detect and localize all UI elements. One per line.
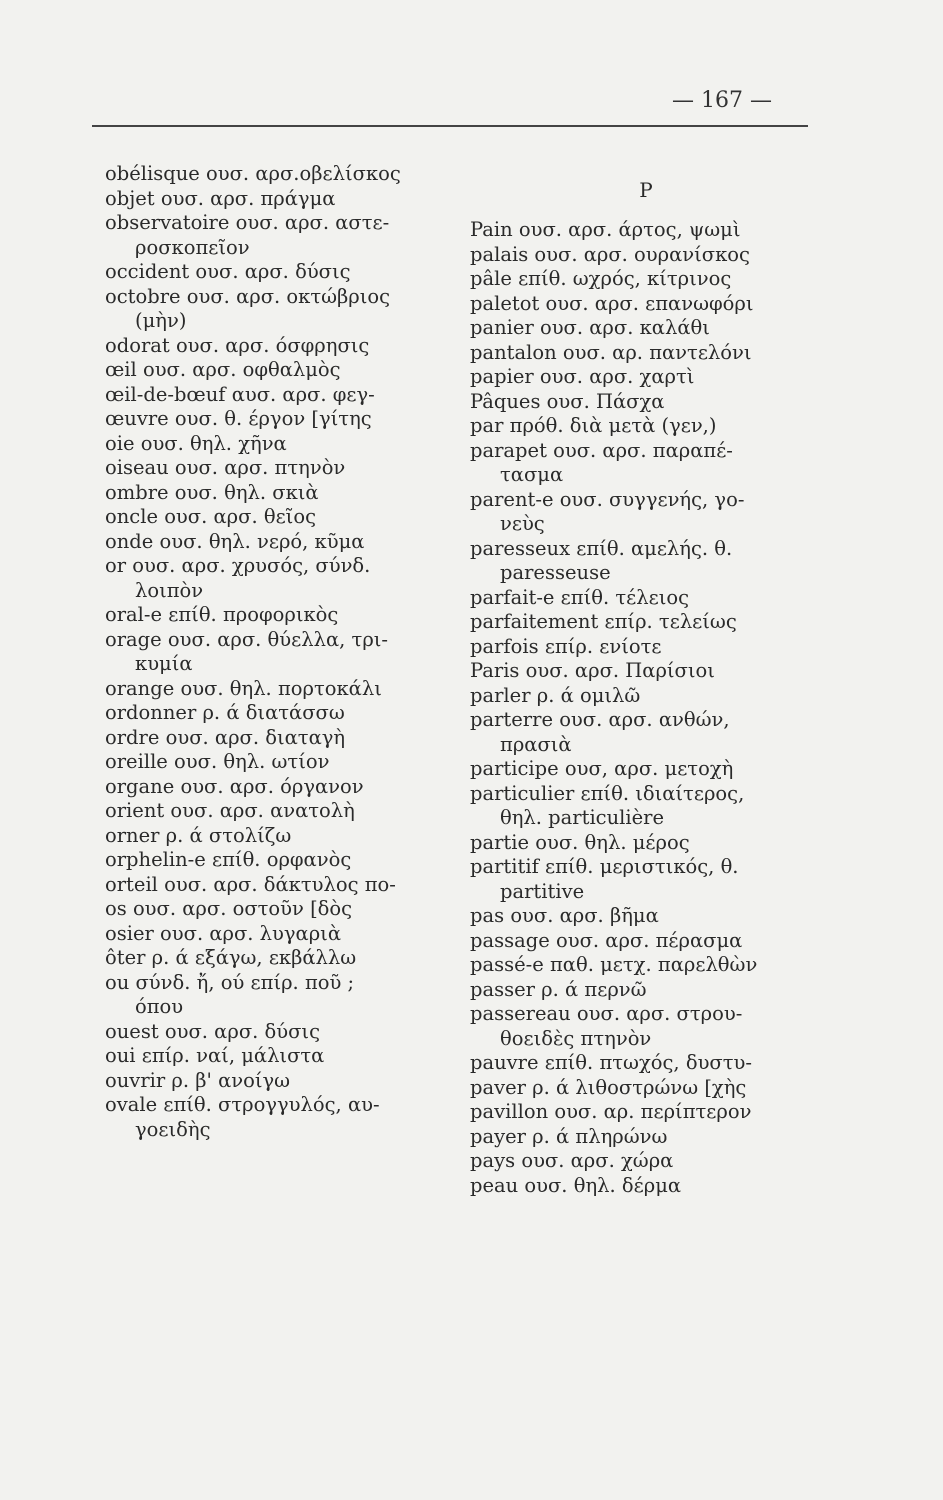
dictionary-entry: œil ουσ. αρσ. οφθαλμὸς [105, 358, 341, 381]
entry-continuation: κυμία [135, 652, 193, 675]
left-column [105, 162, 450, 1142]
dictionary-entry: oie ουσ. θηλ. χῆνα [105, 431, 287, 455]
entry-continuation: τασμα [500, 463, 564, 486]
dictionary-entry: ordre ουσ. αρσ. διαταγὴ [105, 725, 346, 749]
dictionary-entry: oreille ουσ. θηλ. ωτίον [105, 750, 330, 773]
dictionary-entry: paresseux επίθ. αμελής. θ. [470, 536, 733, 560]
dictionary-entry: Pain ουσ. αρσ. άρτος, ψωμὶ [470, 218, 741, 241]
dictionary-entry: ouest ουσ. αρσ. δύσις [105, 1019, 320, 1043]
dictionary-entry: ovale επίθ. στρογγυλός, αυ- [105, 1093, 380, 1116]
dictionary-entry: partie ουσ. θηλ. μέρος [470, 830, 690, 854]
dictionary-entry: pas ουσ. αρσ. βῆμα [470, 904, 659, 927]
entry-continuation: (μὴν) [135, 309, 187, 332]
dictionary-entry: ou σύνδ. ἤ, ού επίρ. ποῦ ; [105, 970, 355, 994]
dictionary-entry: parfaitement επίρ. τελείως [470, 610, 737, 633]
dictionary-entry: Pâques ουσ. Πάσχα [470, 389, 665, 413]
dictionary-entry: organe ουσ. αρσ. όργανον [105, 774, 364, 798]
dictionary-entry: papier ουσ. αρσ. χαρτὶ [470, 365, 695, 388]
entry-continuation: γοειδὴς [135, 1117, 211, 1141]
dictionary-entry: orient ουσ. αρσ. ανατολὴ [105, 799, 355, 822]
dictionary-entry: objet ουσ. αρσ. πράγμα [105, 186, 336, 210]
dictionary-entry: passereau ουσ. αρσ. στρου- [470, 1002, 743, 1025]
dictionary-entry: payer ρ. ά πληρώνω [470, 1124, 668, 1148]
dictionary-entry: or ουσ. αρσ. χρυσός, σύνδ. [105, 554, 371, 577]
dictionary-entry: oral-e επίθ. προφορικὸς [105, 603, 339, 626]
dictionary-entry: orphelin-e επίθ. ορφανὸς [105, 848, 352, 871]
dictionary-entry: parfois επίρ. ενίοτε [470, 634, 662, 658]
dictionary-entry: pantalon ουσ. αρ. παντελόνι [470, 340, 752, 364]
dictionary-entry: parterre ουσ. αρσ. ανθών, [470, 708, 730, 731]
entry-continuation: νεὺς [500, 512, 545, 535]
entry-continuation: πρασιὰ [500, 732, 572, 756]
dictionary-entry: Paris ουσ. αρσ. Παρίσιοι [470, 659, 715, 682]
dictionary-entry: partitif επίθ. μεριστικός, θ. [470, 855, 739, 878]
dictionary-entry: onde ουσ. θηλ. νερό, κῦμα [105, 529, 365, 553]
dictionary-entry: pavillon ουσ. αρ. περίπτερον [470, 1100, 752, 1123]
dictionary-entry: occident ουσ. αρσ. δύσις [105, 260, 351, 283]
dictionary-entry: obélisque ουσ. αρσ.οβελίσκος [105, 162, 401, 185]
entry-continuation: partitive [500, 879, 585, 903]
entry-continuation: ροσκοπεῖον [135, 235, 250, 259]
dictionary-entry: ôter ρ. ά εξάγω, εκβάλλω [105, 946, 357, 969]
dictionary-entry: oui επίρ. ναί, μάλιστα [105, 1044, 325, 1067]
dictionary-entry: os ουσ. αρσ. οστοῦν [δὸς [105, 897, 353, 920]
dictionary-entry: parent-e ουσ. συγγενής, γο- [470, 487, 745, 511]
dictionary-entry: paletot ουσ. αρσ. επανωφόρι [470, 291, 754, 315]
dictionary-entry: particulier επίθ. ιδιαίτερος, [470, 781, 745, 805]
dictionary-entry: œil-de-bœuf αυσ. αρσ. φεγ- [105, 382, 375, 406]
dictionary-entry: pauvre επίθ. πτωχός, δυστυ- [470, 1051, 752, 1074]
page-number: — 167 — [672, 88, 772, 113]
header-rule [92, 125, 808, 127]
dictionary-entry: œuvre ουσ. θ. έργον [γίτης [105, 407, 372, 430]
entry-continuation: paresseuse [500, 561, 611, 584]
dictionary-entry: ouvrir ρ. β' ανοίγω [105, 1068, 291, 1092]
dictionary-entry: orage ουσ. αρσ. θύελλα, τρι- [105, 627, 389, 651]
dictionary-entry: par πρόθ. διὰ μετὰ (γεν,) [470, 414, 717, 437]
dictionary-entry: ordonner ρ. ά διατάσσω [105, 701, 345, 724]
dictionary-entry: octobre ουσ. αρσ. οκτώβριος [105, 284, 391, 308]
dictionary-entry: panier ουσ. αρσ. καλάθι [470, 316, 710, 339]
dictionary-entry: parler ρ. ά ομιλῶ [470, 683, 641, 707]
dictionary-entry: orange ουσ. θηλ. πορτοκάλι [105, 676, 382, 700]
dictionary-entry: observatoire ουσ. αρσ. αστε- [105, 211, 390, 234]
dictionary-entry: paver ρ. ά λιθοστρώνω [χὴς [470, 1075, 747, 1099]
dictionary-entry: pays ουσ. αρσ. χώρα [470, 1149, 674, 1172]
dictionary-entry: palais ουσ. αρσ. ουρανίσκος [470, 242, 750, 266]
dictionary-entry: oiseau ουσ. αρσ. πτηνὸν [105, 456, 346, 479]
dictionary-entry: osier ουσ. αρσ. λυγαριὰ [105, 921, 341, 945]
entry-continuation: λοιπὸν [135, 578, 204, 602]
right-column [470, 162, 822, 1198]
dictionary-entry: participe ουσ, αρσ. μετοχὴ [470, 757, 734, 780]
dictionary-entry: passé-e παθ. μετχ. παρελθὼν [470, 953, 758, 976]
dictionary-entry: pâle επίθ. ωχρός, κίτρινος [470, 267, 732, 290]
dictionary-entry: ombre ουσ. θηλ. σκιὰ [105, 480, 319, 504]
dictionary-entry: orner ρ. ά στολίζω [105, 823, 292, 847]
entry-continuation: όπου [135, 995, 184, 1018]
dictionary-entry: orteil ουσ. αρσ. δάκτυλος πο- [105, 872, 396, 896]
dictionary-entry: peau ουσ. θηλ. δέρμα [470, 1173, 682, 1197]
dictionary-entry: passage ουσ. αρσ. πέρασμα [470, 928, 743, 952]
dictionary-entry: passer ρ. ά περνῶ [470, 977, 647, 1001]
dictionary-entry: oncle ουσ. αρσ. θεῖος [105, 505, 316, 528]
dictionary-entry: parfait-e επίθ. τέλειος [470, 585, 690, 609]
section-letter: P [639, 178, 653, 202]
entry-continuation: θηλ. particulière [500, 806, 665, 829]
dictionary-entry: parapet ουσ. αρσ. παραπέ- [470, 438, 733, 462]
entry-continuation: θοειδὲς πτηνὸν [500, 1026, 652, 1050]
dictionary-entry: odorat ουσ. αρσ. όσφρησις [105, 333, 370, 357]
